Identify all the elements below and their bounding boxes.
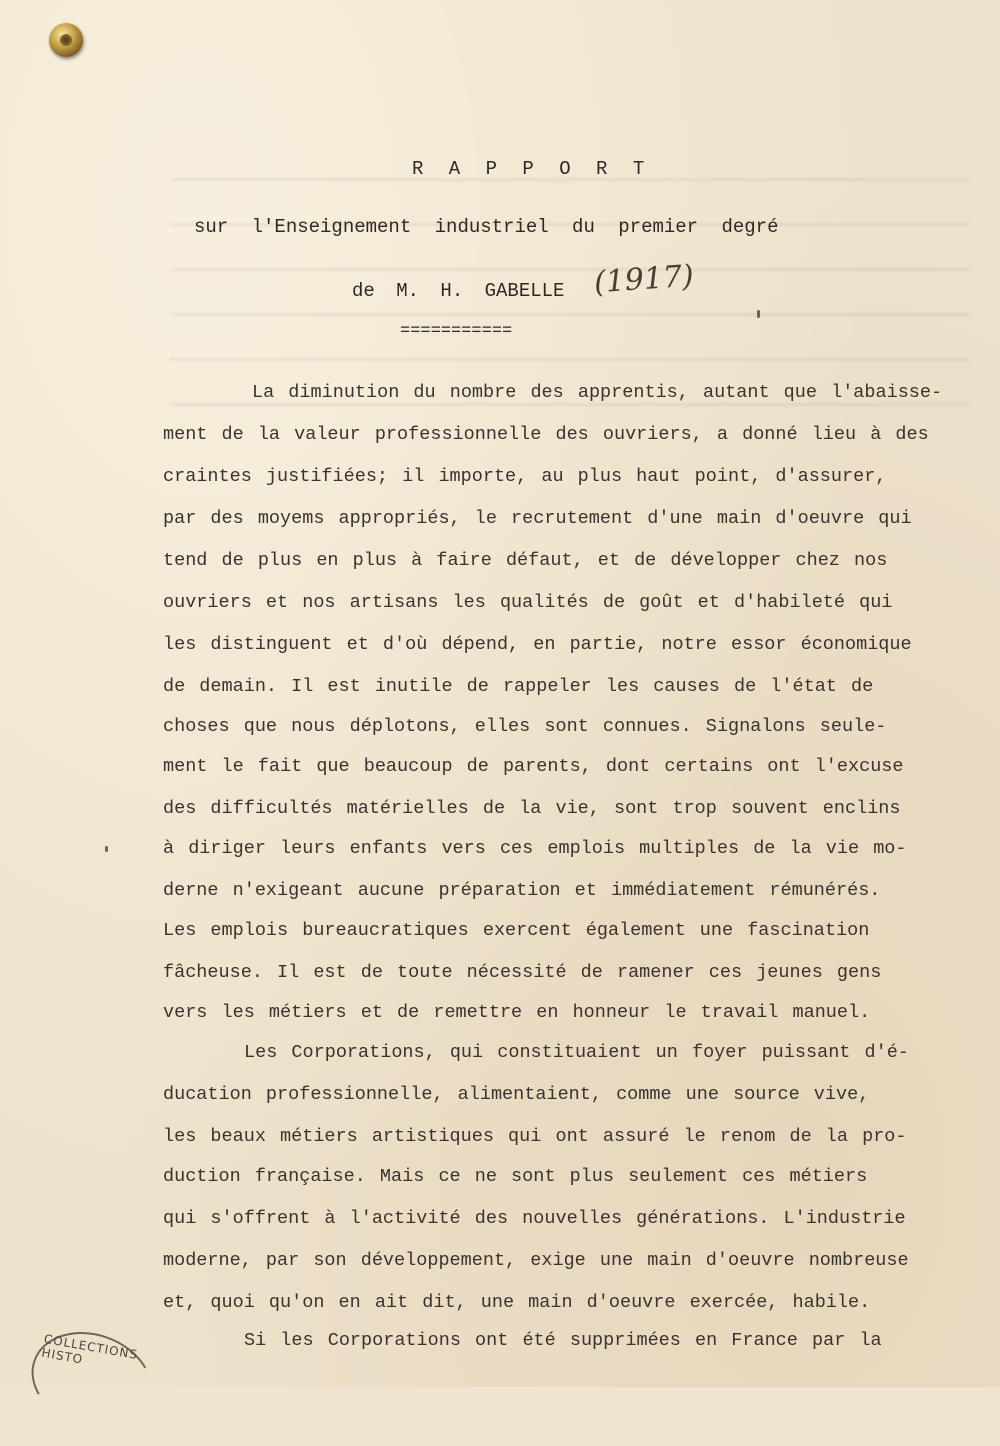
body-line: ment de la valeur professionnelle des ouvriers, a donné lieu à des [163, 424, 929, 445]
body-line: les beaux métiers artistiques qui ont assuré le renom de la pro- [163, 1126, 907, 1147]
body-line: et, quoi qu'on en ait dit, une main d'oeuvre exercée, habile. [163, 1292, 871, 1313]
body-line: ouvriers et nos artisans les qualités de goût et d'habileté qui [163, 592, 893, 613]
body-line: Si les Corporations ont été supprimées en France par la [244, 1330, 882, 1351]
body-line: ducation professionnelle, alimentaient, comme une source vive, [163, 1084, 870, 1105]
stamp-text: COLLECTIONS HISTO [40, 1331, 139, 1367]
author-line: de M. H. GABELLE [352, 280, 565, 302]
report-title: R A P P O R T [412, 158, 652, 180]
body-line: choses que nous déplotons, elles sont connues. Signalons seule- [163, 716, 887, 737]
body-line: derne n'exigeant aucune préparation et immédiatement rémunérés. [163, 880, 881, 901]
body-line: les distinguent et d'où dépend, en partie, notre essor économique [163, 634, 912, 655]
body-line: fâcheuse. Il est de toute nécessité de ramener ces jeunes gens [163, 962, 882, 983]
body-line: qui s'offrent à l'activité des nouvelles générations. L'industrie [163, 1208, 906, 1229]
body-line: vers les métiers et de remettre en honneur le travail manuel. [163, 1002, 871, 1023]
archive-stamp [12, 1332, 162, 1402]
body-line: tend de plus en plus à faire défaut, et de développer chez nos [163, 550, 888, 571]
ink-speck [757, 310, 760, 318]
body-line: par des moyems appropriés, le recrutement d'une main d'oeuvre qui [163, 508, 912, 529]
handwritten-date: (1917) [592, 258, 695, 301]
report-subtitle: sur l'Enseignement industriel du premier degré [194, 216, 779, 238]
body-line: craintes justifiées; il importe, au plus haut point, d'assurer, [163, 466, 887, 487]
body-line: de demain. Il est inutile de rappeler les causes de l'état de [163, 676, 874, 697]
separator-rule: =========== [400, 322, 513, 341]
ink-speck [105, 846, 108, 852]
body-line: des difficultés matérielles de la vie, sont trop souvent enclins [163, 798, 901, 819]
body-line: duction française. Mais ce ne sont plus seulement ces métiers [163, 1166, 868, 1187]
body-line: moderne, par son développement, exige une main d'oeuvre nombreuse [163, 1250, 909, 1271]
body-line: ment le fait que beaucoup de parents, dont certains ont l'excuse [163, 756, 904, 777]
body-line: Les emplois bureaucratiques exercent également une fascination [163, 920, 870, 941]
body-line: Les Corporations, qui constituaient un foyer puissant d'é- [244, 1042, 909, 1063]
body-line: à diriger leurs enfants vers ces emplois multiples de la vie mo- [163, 838, 907, 859]
body-line: La diminution du nombre des apprentis, autant que l'abaisse- [252, 382, 943, 403]
stamp-border [18, 1316, 167, 1446]
brass-fastener [49, 23, 83, 57]
